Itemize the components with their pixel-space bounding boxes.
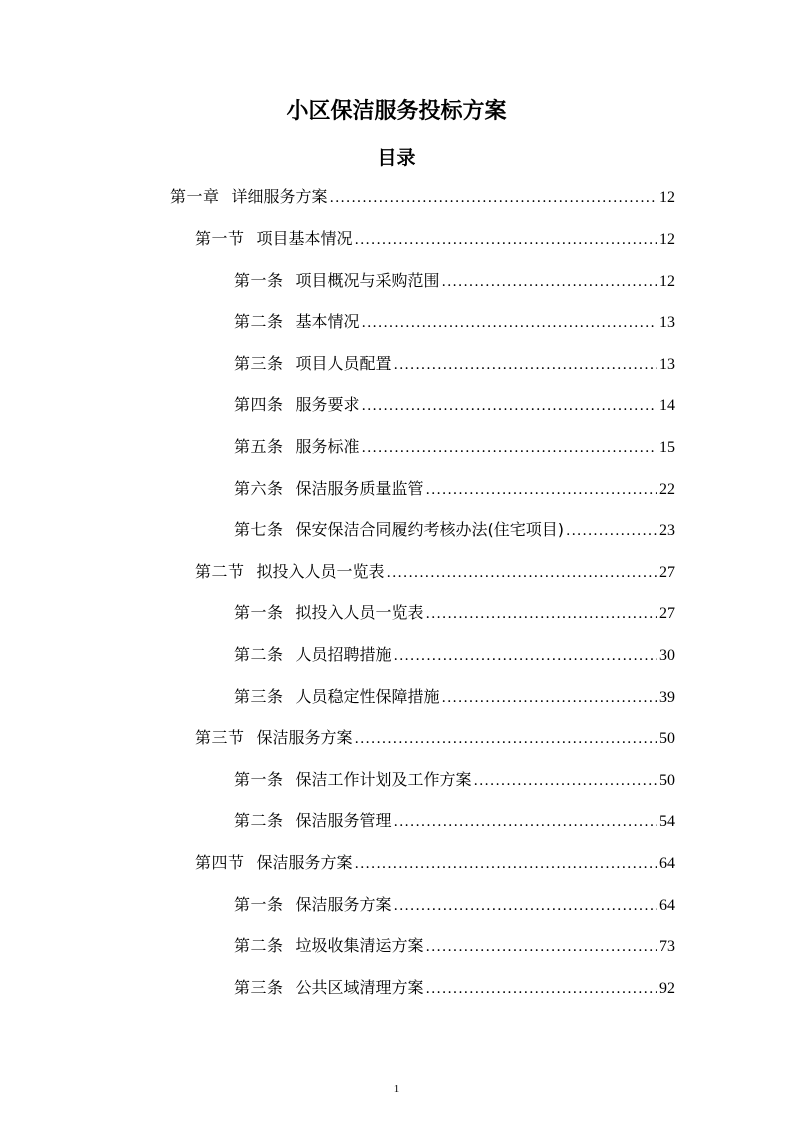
toc-leader-dots xyxy=(442,269,657,295)
toc-leader-dots xyxy=(355,851,657,877)
toc-leader-dots xyxy=(394,643,657,669)
toc-heading: 目录 xyxy=(377,147,416,169)
toc-entry-text: 人员稳定性保障措施 xyxy=(295,687,440,706)
toc-entry-page: 64 xyxy=(659,855,675,872)
toc-entry-number: 第四条 xyxy=(234,395,284,414)
toc-entry-number: 第二条 xyxy=(234,936,284,955)
toc-entry-page: 39 xyxy=(659,689,675,706)
toc-entry-text: 服务要求 xyxy=(295,395,360,414)
toc-entry-page: 14 xyxy=(659,397,675,414)
toc-entry-text: 项目人员配置 xyxy=(295,354,392,373)
toc-entry-number: 第五条 xyxy=(234,437,284,456)
toc-leader-dots xyxy=(394,893,657,919)
toc-entry-article[interactable] xyxy=(234,642,675,668)
toc-entry-page: 27 xyxy=(659,605,675,622)
toc-entry-text: 保洁服务管理 xyxy=(295,811,392,830)
toc-entry-number: 第一条 xyxy=(234,895,284,914)
toc-leader-dots xyxy=(387,560,657,586)
toc-entry-number: 第二条 xyxy=(234,811,284,830)
toc-entry-article[interactable] xyxy=(234,309,675,335)
toc-entry-text: 拟投入人员一览表 xyxy=(295,603,424,622)
toc-leader-dots xyxy=(566,518,657,544)
toc-leader-dots xyxy=(362,435,657,461)
toc-entry-number: 第三条 xyxy=(234,978,284,997)
toc-entry-page: 13 xyxy=(659,356,675,373)
toc-leader-dots xyxy=(394,352,657,378)
toc-entry-chapter[interactable] xyxy=(170,184,675,210)
toc-leader-dots xyxy=(426,477,657,503)
toc-entry-page: 30 xyxy=(659,647,675,664)
toc-entry-page: 15 xyxy=(659,439,675,456)
toc-entry-page: 64 xyxy=(659,897,675,914)
toc-entry-number: 第一节 xyxy=(195,229,245,248)
toc-entry-page: 13 xyxy=(659,314,675,331)
toc-leader-dots xyxy=(362,310,657,336)
toc-entry-section[interactable] xyxy=(195,725,675,751)
toc-entry-article[interactable] xyxy=(234,351,675,377)
toc-leader-dots xyxy=(355,227,657,253)
toc-entry-page: 12 xyxy=(659,189,675,206)
toc-entry-number: 第一章 xyxy=(170,187,220,206)
toc-entry-article[interactable] xyxy=(234,684,675,710)
toc-entry-article[interactable] xyxy=(234,975,675,1001)
toc-entry-text: 拟投入人员一览表 xyxy=(256,562,385,581)
toc-entry-number: 第二条 xyxy=(234,312,284,331)
toc-entry-article[interactable] xyxy=(234,933,675,959)
toc-entry-text: 服务标准 xyxy=(295,437,360,456)
toc-entry-number: 第三条 xyxy=(234,354,284,373)
toc-entry-section[interactable] xyxy=(195,850,675,876)
toc-entry-page: 50 xyxy=(659,772,675,789)
toc-entry-text: 保洁服务方案 xyxy=(256,853,353,872)
toc-entry-text: 保安保洁合同履约考核办法(住宅项目) xyxy=(295,520,565,539)
toc-entry-article[interactable] xyxy=(234,892,675,918)
toc-entry-number: 第一条 xyxy=(234,271,284,290)
toc-entry-text: 公共区域清理方案 xyxy=(295,978,424,997)
toc-entry-article[interactable] xyxy=(234,808,675,834)
toc-entry-page: 22 xyxy=(659,481,675,498)
toc-entry-text: 保洁工作计划及工作方案 xyxy=(295,770,472,789)
toc-entry-page: 12 xyxy=(659,231,675,248)
toc-entry-number: 第三条 xyxy=(234,687,284,706)
toc-entry-text: 项目基本情况 xyxy=(256,229,353,248)
toc-leader-dots xyxy=(426,976,657,1002)
toc-entry-page: 73 xyxy=(659,938,675,955)
page-number: 1 xyxy=(393,1083,400,1095)
toc-entry-section[interactable] xyxy=(195,559,675,585)
toc-leader-dots xyxy=(362,393,657,419)
toc-entry-page: 54 xyxy=(659,813,675,830)
toc-entry-number: 第四节 xyxy=(195,853,245,872)
toc-entry-text: 基本情况 xyxy=(295,312,360,331)
toc-entry-article[interactable] xyxy=(234,600,675,626)
toc-entry-text: 垃圾收集清运方案 xyxy=(295,936,424,955)
toc-entry-text: 保洁服务方案 xyxy=(256,728,353,747)
toc-entry-article[interactable] xyxy=(234,268,675,294)
toc-entry-article[interactable] xyxy=(234,767,675,793)
toc-entry-number: 第二节 xyxy=(195,562,245,581)
toc-entry-text: 详细服务方案 xyxy=(231,187,328,206)
toc-entry-page: 50 xyxy=(659,730,675,747)
toc-entry-section[interactable] xyxy=(195,226,675,252)
toc-entry-article[interactable] xyxy=(234,476,675,502)
toc-entry-article[interactable] xyxy=(234,434,675,460)
toc-entry-article[interactable] xyxy=(234,517,675,543)
toc-entry-number: 第七条 xyxy=(234,520,284,539)
toc-entry-page: 12 xyxy=(659,273,675,290)
toc-leader-dots xyxy=(355,726,657,752)
toc-leader-dots xyxy=(426,601,657,627)
toc-entry-number: 第一条 xyxy=(234,770,284,789)
toc-entry-number: 第一条 xyxy=(234,603,284,622)
toc-entry-text: 保洁服务质量监管 xyxy=(295,479,424,498)
toc-entry-page: 92 xyxy=(659,980,675,997)
toc-leader-dots xyxy=(330,185,657,211)
toc-entry-page: 23 xyxy=(659,522,675,539)
toc-leader-dots xyxy=(426,934,657,960)
toc-leader-dots xyxy=(394,809,657,835)
toc-entry-page: 27 xyxy=(659,564,675,581)
toc-entry-number: 第六条 xyxy=(234,479,284,498)
toc-entry-text: 保洁服务方案 xyxy=(295,895,392,914)
toc-entry-article[interactable] xyxy=(234,392,675,418)
document-title: 小区保洁服务投标方案 xyxy=(286,99,507,124)
toc-entry-number: 第二条 xyxy=(234,645,284,664)
toc-entry-text: 项目概况与采购范围 xyxy=(295,271,440,290)
toc-entry-number: 第三节 xyxy=(195,728,245,747)
toc-entry-text: 人员招聘措施 xyxy=(295,645,392,664)
toc-leader-dots xyxy=(474,768,657,794)
toc-leader-dots xyxy=(442,685,657,711)
